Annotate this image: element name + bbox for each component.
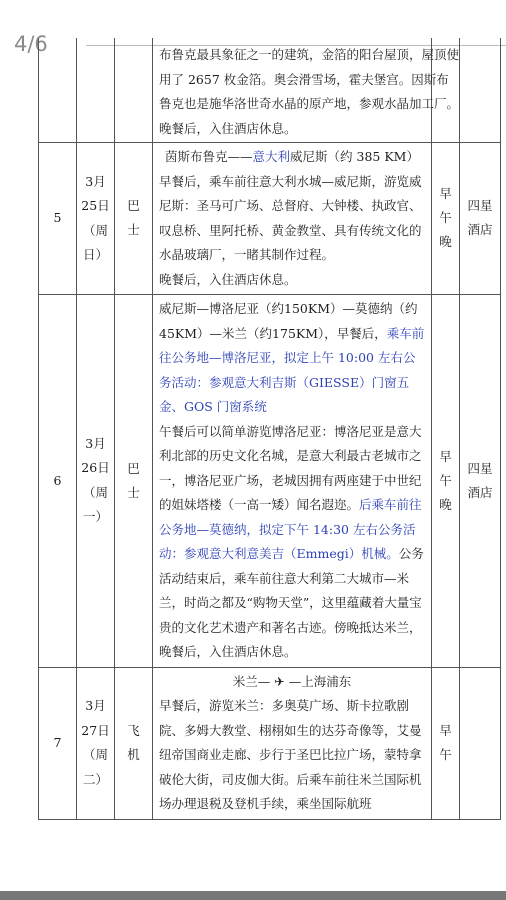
hotel-label: 四星酒店 [467,460,493,500]
date-cell: 3月25日（周日） [77,143,115,295]
table-row [39,667,501,819]
transport-cell [115,143,153,295]
date-cell: 3月27日（周二） [77,667,115,819]
table-row [39,143,501,295]
transport-label: 巴士 [127,198,140,238]
bottom-scrollbar[interactable] [0,891,506,900]
transport-label: 巴士 [127,460,140,500]
business-activity-highlight: 后乘车前往公务地—莫德纳，拟定下午 14:30 左右公务活动：参观意大利意美吉（Emmegi）机械。 [159,497,422,561]
transport-label: 飞机 [127,722,140,762]
previous-day-fragment [38,38,500,142]
itinerary-table [38,142,501,820]
route-title-highlight: 意大利 [252,149,291,164]
hotel-cell [460,295,501,668]
meal-cell [432,295,460,668]
day-description [159,297,425,420]
itinerary-description [153,143,432,295]
day-description: 早餐后，游览米兰：多奥莫广场、斯卡拉歌剧院、多姆大教堂、栩栩如生的达芬奇像等，艾曼纽帝国商业走廊、步行于圣巴比拉广场，蒙特拿破伦大街，司皮伽大街。后乘车前往米兰国际机场办理退税及登机手续，乘坐国际航班 [159,698,422,811]
route-title [159,145,425,170]
meal-label: 早午 [439,722,452,762]
day-description: 早餐后，乘车前往意大利水城—威尼斯，游览威尼斯：圣马可广场、总督府、大钟楼、执政官、叹息桥、里阿托桥、黄金教堂、具有传统文化的水晶玻璃厂，一睹其制作过程。 [159,173,422,262]
description-part: 公务活动结束后，乘车前往意大利第二大城市—米兰，时尚之都及“购物天堂”，这里蕴藏着大量宝贵的文化艺术遗产和著名古迹。傍晚抵达米兰，晚餐后，入住酒店休息。 [159,546,424,659]
meal-cell [432,667,460,819]
fragment-text: 布鲁克最具象征之一的建筑，金箔的阳台屋顶，屋顶使用了 2657 枚金箔。奥会滑雪场，霍夫堡宫。因斯布鲁克也是施华洛世奇水晶的原产地，参观水晶加工厂。晚餐后，入住酒店休息。 [159,47,460,136]
route-title-start: 米兰— [232,673,271,689]
itinerary-description [153,667,432,819]
route-title [159,670,425,695]
meal-label: 早午晚 [439,186,452,250]
hotel-cell [460,667,501,819]
description-part: 威尼斯—博洛尼亚（约150KM）—莫德纳（约45KM）—米兰（约175KM），早餐后， [159,301,418,341]
day-number: 7 [39,667,77,819]
airplane-icon: ✈ [274,673,285,689]
route-title-start: 茵斯布鲁克—— [165,149,253,164]
hotel-cell [460,143,501,295]
day-number: 6 [39,295,77,668]
day-description-continued [159,420,425,665]
hotel-label: 四星酒店 [467,198,493,238]
page-indicator: 4/6 [14,32,48,56]
itinerary-description [153,295,432,668]
day-description-end: 晚餐后，入住酒店休息。 [159,271,297,287]
transport-cell [115,295,153,668]
meal-cell [432,143,460,295]
day-number: 5 [39,143,77,295]
description-part: 午餐后可以简单游览博洛尼亚：博洛尼亚是意大利北部的历史文化名城，是意大利最古老城市之一，博洛尼亚广场，老城因拥有两座建于中世纪的姐妹塔楼（一高一矮）闻名遐迩。 [159,423,422,512]
transport-cell [115,667,153,819]
route-title-end: —上海浦东 [288,673,352,689]
date-cell: 3月26日（周一） [77,295,115,668]
table-row [39,295,501,668]
meal-label: 早午晚 [439,448,452,512]
business-activity-highlight: 乘车前往公务地—博洛尼亚，拟定上午 10:00 左右公务活动：参观意大利吉斯（GIESSE）门窗五金、GOS 门窗系统 [159,325,425,414]
route-title-end: 威尼斯（约 385 KM） [290,149,419,164]
